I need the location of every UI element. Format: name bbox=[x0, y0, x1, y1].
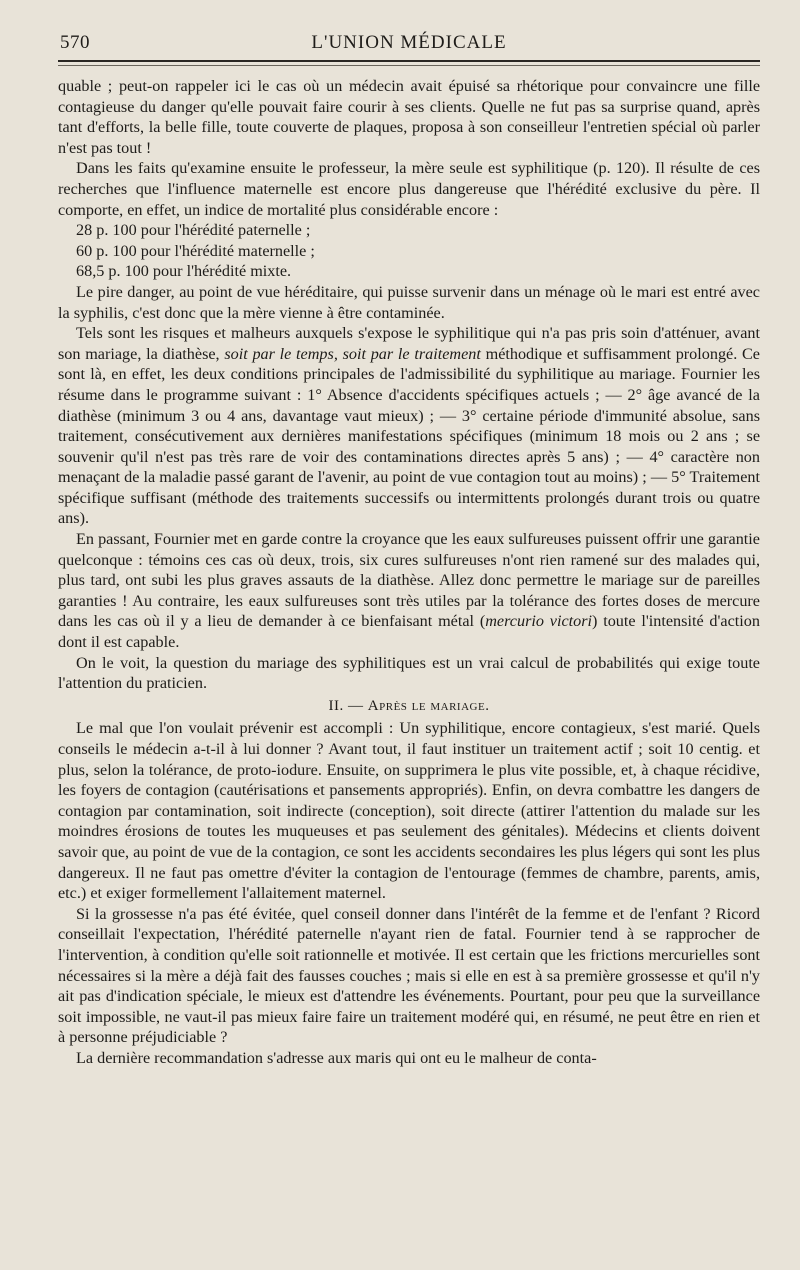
page-header bbox=[58, 26, 760, 62]
text-span: ) toute l'intensité d'action dont il est capable. bbox=[58, 612, 760, 652]
list-item: 60 p. 100 pour l'hérédité maternelle ; bbox=[76, 241, 315, 260]
list-item: 68,5 p. 100 pour l'hérédité mixte. bbox=[76, 262, 292, 281]
running-title: L'UNION MÉDICALE bbox=[311, 32, 507, 53]
section-title: Après le mariage. bbox=[367, 697, 490, 714]
text-span: méthodique et suffisamment prolongé. Ce sont là, en effet, les deux conditions principales de l'admissibilité du syphilitique au mariage. Fournier les résume dans le programme suivant : 1° Absence d'accidents spécifiques actuels ; — 2° âge avancé de la diathèse (minimum 3 ou 4 ans, davantage vaut mieux) ; — 3° certaine période d'immunité absolue, sans traitement, consécutivement aux dernières manifestations spécifiques (minimum 18 mois ou 2 ans ; se souvenir qu'il n'est pas très rare de voir des contaminations directes après 5 ans) ; — 4° caractère non menaçant de la maladie passé garant de l'avenir, au point de vue contagion tout au moins) ; — 5° Traitement spécifique suffisant (méthode des traitements successifs ou intermittents prolongés durant trois ou quatre ans). bbox=[58, 344, 760, 528]
paragraph: On le voit, la question du mariage des syphilitiques est un vrai calcul de probabilités qui exige toute l'attention du praticien. bbox=[58, 653, 760, 693]
paragraph: quable ; peut-on rappeler ici le cas où un médecin avait épuisé sa rhétorique pour convaincre une fille contagieuse du danger qu'elle pouvait faire courir à ses clients. Quelle ne fut pas sa surprise quand, après tant d'efforts, la belle fille, toute couverte de plaques, proposa à son conseilleur l'entretien spécial où parler n'est pas tout ! bbox=[58, 77, 760, 157]
article-body bbox=[58, 76, 760, 1069]
paragraph: Le pire danger, au point de vue héréditaire, qui puisse survenir dans un ménage où le mari est entré avec la syphilis, c'est donc que la mère vienne à être contaminée. bbox=[58, 282, 760, 322]
list-item: 28 p. 100 pour l'hérédité paternelle ; bbox=[76, 221, 311, 240]
header-rule bbox=[58, 65, 760, 66]
section-heading bbox=[58, 696, 760, 717]
paragraph: La dernière recommandation s'adresse aux maris qui ont eu le malheur de conta- bbox=[76, 1048, 597, 1067]
paragraph bbox=[58, 323, 760, 529]
paragraph: Le mal que l'on voulait prévenir est accompli : Un syphilitique, encore contagieux, s'est marié. Quels conseils le médecin a-t-il à lui donner ? Avant tout, il faut instituer un traitement actif ; soit 10 centig. et plus, selon la tolérance, de proto-iodure. Ensuite, on supprimera le plus vite possible, et, à chaque récidive, les foyers de contagion (cautérisations et pansements appropriés). Enfin, on devra combattre les dangers de contagion par contamination, soit indirecte (conception), soit directe (attirer l'attention du malade sur les moindres érosions de toutes les muqueuses et pas seulement des génitales). Médecins et clients doivent savoir que, au point de vue de la contagion, ce sont les accidents secondaires les plus légers qui sont les plus dangereux. Il ne faut pas omettre d'éviter la contagion de l'entourage (femmes de chambre, parents, amis, etc.) et exiger formellement l'allaitement maternel. bbox=[58, 719, 760, 903]
paragraph bbox=[58, 529, 760, 653]
mortality-list bbox=[58, 220, 760, 282]
italic-text: soit par le temps, soit par le traitement bbox=[224, 344, 481, 363]
paragraph: Si la grossesse n'a pas été évitée, quel conseil donner dans l'intérêt de la femme et de l'enfant ? Ricord conseillait l'expectation, l'hérédité paternelle n'ayant rien de fatal. Fournier tend à se rapprocher de l'intervention, à condition qu'elle soit rationnelle et motivée. Il est certain que les frictions mercurielles sont nécessaires si la mère a déjà fait des fausses couches ; mais si elle en est à sa première grossesse et qu'il n'y ait pas d'indication spéciale, le mieux est d'attendre les événements. Pourtant, pour peu que la surveillance soit impossible, ne vaut-il pas mieux faire faire un traitement modéré qui, en résumé, ne peut être en rien et à personne préjudiciable ? bbox=[58, 904, 760, 1047]
text-span: En passant, Fournier met en garde contre la croyance que les eaux sulfureuses puissent offrir une garantie quelconque : témoins ces cas où deux, trois, six cures sulfureuses n'ont rien ramené sur des malades qui, plus tard, ont subi les plus graves assauts de la diathèse. Allez donc permettre le mariage sur de pareilles garanties ! Au contraire, les eaux sulfureuses sont très utiles par la tolérance des fortes doses de mercure dans les cas où il y a lieu de demander à ce bienfaisant métal ( bbox=[58, 530, 760, 631]
section-number: II. — bbox=[328, 697, 368, 714]
italic-text: mercurio victori bbox=[485, 612, 593, 631]
paragraph: Dans les faits qu'examine ensuite le professeur, la mère seule est syphilitique (p. 120). Il résulte de ces recherches que l'influence maternelle est encore plus dangereuse que l'hérédité exclusive du père. Il comporte, en effet, un indice de mortalité plus considérable encore : bbox=[58, 159, 760, 219]
text-span: Tels sont les risques et malheurs auxquels s'expose le syphilitique qui n'a pas pris soin d'atténuer, avant son mariage, la diathèse, bbox=[58, 324, 760, 363]
page-number: 570 bbox=[60, 32, 90, 53]
